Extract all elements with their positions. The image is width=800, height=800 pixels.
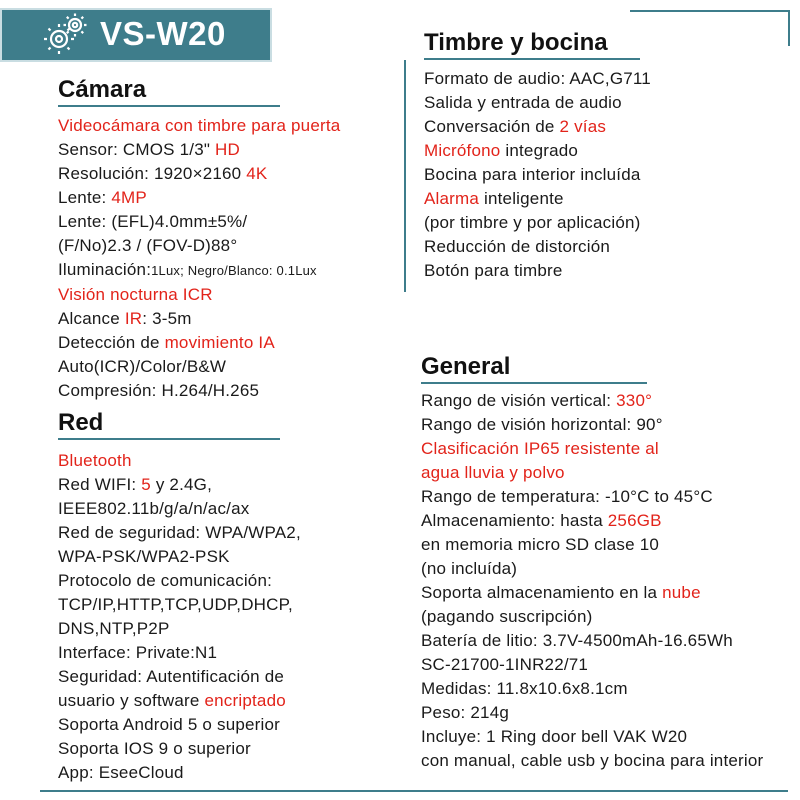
spec-text: Batería de litio: 3.7V-4500mAh-16.65Wh — [421, 631, 733, 650]
spec-text: Alcance — [58, 309, 125, 328]
spec-line — [424, 259, 651, 283]
spec-line — [58, 473, 301, 497]
spec-line — [421, 749, 763, 773]
red-heading: Red — [58, 408, 280, 440]
spec-line — [424, 91, 651, 115]
camara-heading: Cámara — [58, 75, 280, 107]
camara-section — [58, 75, 340, 403]
spec-line — [421, 701, 763, 725]
spec-line — [421, 605, 763, 629]
general-heading: General — [421, 352, 647, 384]
spec-text: Incluye: 1 Ring door bell VAK W20 — [421, 727, 688, 746]
spec-line — [424, 115, 651, 139]
highlight-text: Videocámara con timbre para puerta — [58, 116, 341, 135]
red-spec-list — [58, 449, 301, 785]
title-banner — [0, 8, 272, 62]
spec-text: Iluminación: — [58, 260, 152, 279]
highlight-text: 2 vías — [559, 117, 607, 136]
highlight-text: Visión nocturna ICR — [58, 285, 213, 304]
spec-text: Soporta Android 5 o superior — [58, 715, 281, 734]
spec-text: Compresión: H.264/H.265 — [58, 381, 260, 400]
spec-line — [58, 665, 301, 689]
spec-text: Conversación de — [424, 117, 560, 136]
spec-line — [424, 67, 651, 91]
spec-line — [421, 677, 763, 701]
highlight-text: HD — [215, 140, 240, 159]
spec-line — [58, 761, 301, 785]
spec-line — [421, 509, 763, 533]
spec-text: Almacenamiento: hasta — [421, 511, 608, 530]
spec-line — [58, 737, 301, 761]
spec-text: Rango de visión vertical: — [421, 391, 617, 410]
product-title: VS-W20 — [100, 15, 226, 52]
spec-line — [58, 449, 301, 473]
spec-text: Auto(ICR)/Color/B&W — [58, 357, 227, 376]
spec-line — [58, 307, 340, 331]
spec-text: 1Lux; Negro/Blanco: 0.1Lux — [151, 263, 317, 278]
spec-line — [421, 461, 763, 485]
spec-line — [421, 557, 763, 581]
spec-text: Reducción de distorción — [424, 237, 611, 256]
highlight-text: IR — [124, 309, 143, 328]
highlight-text: 4MP — [111, 188, 147, 207]
spec-line — [424, 235, 651, 259]
spec-text: (no incluída) — [421, 559, 518, 578]
highlight-text: nube — [662, 583, 701, 602]
red-section — [58, 408, 301, 785]
spec-text: Bocina para interior incluída — [424, 165, 641, 184]
highlight-text: Clasificación IP65 resistente al — [421, 439, 659, 458]
spec-text: Salida y entrada de audio — [424, 93, 622, 112]
spec-line — [424, 139, 651, 163]
spec-text: IEEE802.11b/g/a/n/ac/ax — [58, 499, 250, 518]
spec-line — [58, 186, 340, 210]
section-divider — [404, 60, 406, 292]
spec-text: Sensor: CMOS 1/3" — [58, 140, 216, 159]
general-section — [421, 352, 763, 773]
spec-line — [58, 641, 301, 665]
spec-line — [421, 533, 763, 557]
highlight-text: agua lluvia y polvo — [421, 463, 565, 482]
spec-line — [421, 485, 763, 509]
spec-line — [421, 389, 763, 413]
spec-line — [421, 581, 763, 605]
spec-line — [58, 283, 340, 307]
gears-icon — [42, 12, 88, 58]
spec-text: inteligente — [479, 189, 564, 208]
spec-text: Red de seguridad: WPA/WPA2, — [58, 523, 301, 542]
spec-line — [58, 569, 301, 593]
timbre-section — [424, 28, 651, 283]
spec-text: Resolución: 1920×2160 — [58, 164, 247, 183]
spec-text: Soporta IOS 9 o superior — [58, 739, 251, 758]
spec-line — [58, 138, 340, 162]
spec-text: en memoria micro SD clase 10 — [421, 535, 660, 554]
spec-text: Medidas: 11.8x10.6x8.1cm — [421, 679, 628, 698]
spec-text: SC-21700-1INR22/71 — [421, 655, 589, 674]
highlight-text: Bluetooth — [58, 451, 132, 470]
spec-text: Seguridad: Autentificación de — [58, 667, 285, 686]
spec-text: (F/No)2.3 / (FOV-D)88° — [58, 236, 238, 255]
highlight-text: 256GB — [607, 511, 662, 530]
highlight-text: movimiento IA — [164, 333, 275, 352]
spec-text: Rango de visión horizontal: 90° — [421, 415, 663, 434]
timbre-heading: Timbre y bocina — [424, 28, 640, 60]
spec-text: Peso: 214g — [421, 703, 510, 722]
spec-text: App: EseeCloud — [58, 763, 184, 782]
corner-frame — [630, 10, 790, 46]
spec-text: WPA-PSK/WPA2-PSK — [58, 547, 230, 566]
spec-line — [58, 521, 301, 545]
spec-text: Rango de temperatura: -10°C to 45°C — [421, 487, 713, 506]
spec-line — [58, 379, 340, 403]
highlight-text: 4K — [246, 164, 268, 183]
spec-line — [58, 713, 301, 737]
spec-text: Interface: Private:N1 — [58, 643, 218, 662]
spec-line — [58, 331, 340, 355]
spec-text: integrado — [500, 141, 579, 160]
spec-line — [58, 593, 301, 617]
spec-line — [58, 545, 301, 569]
spec-line — [58, 234, 340, 258]
highlight-text: Micrófono — [424, 141, 501, 160]
spec-line — [424, 163, 651, 187]
spec-text: TCP/IP,HTTP,TCP,UDP,DHCP, — [58, 595, 293, 614]
spec-text: Formato de audio: AAC,G711 — [424, 69, 651, 88]
spec-text: Red WIFI: — [58, 475, 142, 494]
spec-text: Lente: (EFL)4.0mm±5%/ — [58, 212, 248, 231]
spec-text: (por timbre y por aplicación) — [424, 213, 641, 232]
spec-text: con manual, cable usb y bocina para interior — [421, 751, 764, 770]
spec-line — [58, 258, 340, 283]
spec-line — [58, 689, 301, 713]
spec-text: DNS,NTP,P2P — [58, 619, 170, 638]
spec-line — [58, 210, 340, 234]
spec-text: Detección de — [58, 333, 165, 352]
spec-text: Soporta almacenamiento en la — [421, 583, 663, 602]
spec-line — [421, 629, 763, 653]
spec-line — [58, 497, 301, 521]
spec-text: : 3-5m — [142, 309, 192, 328]
timbre-spec-list — [424, 67, 651, 283]
spec-line — [421, 413, 763, 437]
spec-line — [58, 617, 301, 641]
spec-text: Botón para timbre — [424, 261, 563, 280]
general-spec-list — [421, 389, 763, 773]
highlight-text: encriptado — [204, 691, 286, 710]
highlight-text: 330° — [616, 391, 653, 410]
spec-text: Protocolo de comunicación: — [58, 571, 273, 590]
spec-line — [424, 187, 651, 211]
highlight-text: Alarma — [424, 189, 480, 208]
spec-line — [58, 162, 340, 186]
spec-line — [421, 437, 763, 461]
camara-spec-list — [58, 114, 340, 403]
highlight-text: 5 — [141, 475, 151, 494]
spec-text: y 2.4G, — [150, 475, 213, 494]
spec-text: Lente: — [58, 188, 112, 207]
spec-line — [421, 725, 763, 749]
spec-line — [421, 653, 763, 677]
spec-line — [424, 211, 651, 235]
spec-text: (pagando suscripción) — [421, 607, 593, 626]
spec-text: usuario y software — [58, 691, 205, 710]
spec-line — [58, 114, 340, 138]
spec-line — [58, 355, 340, 379]
bottom-rule — [40, 790, 788, 792]
